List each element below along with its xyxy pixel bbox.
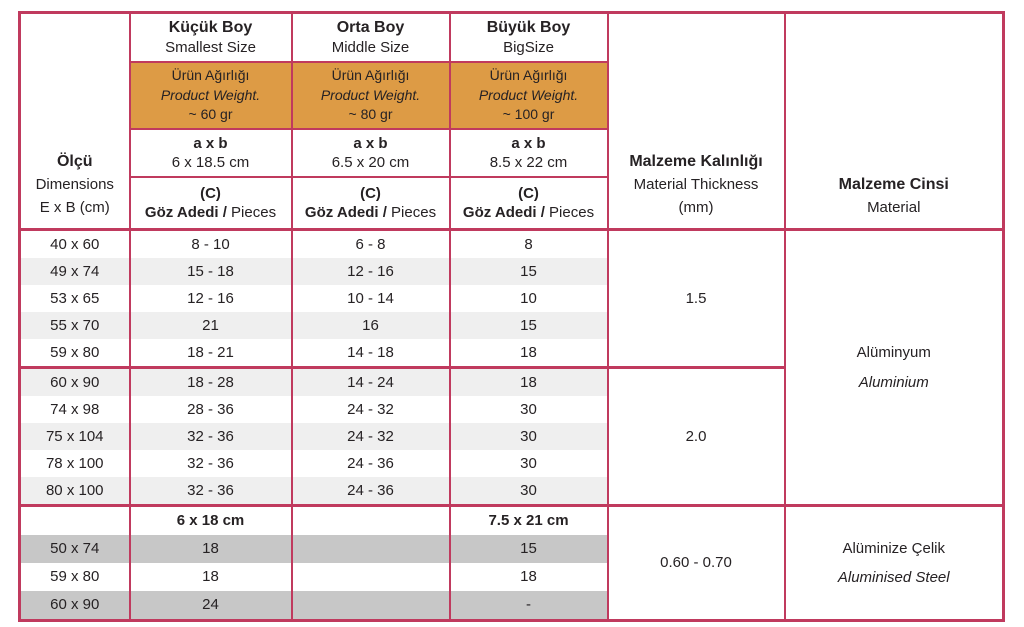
material-subtitle: Material xyxy=(867,198,921,216)
dim-cell: 59 x 80 xyxy=(20,563,130,591)
weight-cell-big xyxy=(450,62,608,129)
weight-label-en-big: Product Weight. xyxy=(478,86,579,103)
weight-value-big: ~ 100 gr xyxy=(502,106,555,123)
size-name-small: Küçük Boy xyxy=(168,18,253,36)
small-pieces-cell: 18 xyxy=(130,535,292,563)
axb-value-middle: 6.5 x 20 cm xyxy=(331,154,410,171)
size-name-en-big: BigSize xyxy=(503,39,554,57)
middle-size-subheader xyxy=(292,506,450,536)
size-name-en-middle: Middle Size xyxy=(331,39,410,57)
material-name-tr: Alüminyum xyxy=(856,344,931,362)
size-name-big: Büyük Boy xyxy=(486,18,571,36)
axb-cell-small xyxy=(130,129,292,177)
size-header-small xyxy=(130,13,292,63)
weight-label-middle: Ürün Ağırlığı xyxy=(331,67,410,84)
pieces-label-small: Göz Adedi / xyxy=(144,204,227,221)
middle-pieces-cell xyxy=(292,535,450,563)
dimensions-header-cell xyxy=(20,13,130,230)
axb-cell-big xyxy=(450,129,608,177)
dim-cell: 60 x 90 xyxy=(20,368,130,397)
small-pieces-cell: 8 - 10 xyxy=(130,230,292,259)
big-pieces-cell: 10 xyxy=(450,285,608,312)
weight-cell-middle xyxy=(292,62,450,129)
axb-label-small: a x b xyxy=(193,134,228,152)
big-pieces-cell: 15 xyxy=(450,312,608,339)
big-pieces-cell: 15 xyxy=(450,258,608,285)
weight-label-big: Ürün Ağırlığı xyxy=(489,67,568,84)
big-pieces-cell: 30 xyxy=(450,423,608,450)
axb-label-middle: a x b xyxy=(353,134,388,152)
header-row-sizes xyxy=(20,13,1004,63)
small-pieces-cell: 32 - 36 xyxy=(130,450,292,477)
dim-cell: 80 x 100 xyxy=(20,477,130,506)
pieces-label-middle: Göz Adedi / xyxy=(304,204,387,221)
pieces-label-en-big: Pieces xyxy=(544,204,595,221)
pieces-label-big: Göz Adedi / xyxy=(462,204,545,221)
small-pieces-cell: 32 - 36 xyxy=(130,477,292,506)
dimensions-unit: E x B (cm) xyxy=(39,198,110,216)
small-pieces-cell: 12 - 16 xyxy=(130,285,292,312)
weight-label-small: Ürün Ağırlığı xyxy=(171,67,250,84)
small-pieces-cell: 24 xyxy=(130,591,292,621)
middle-pieces-cell: 24 - 32 xyxy=(292,396,450,423)
pieces-cell-small xyxy=(130,177,292,230)
middle-pieces-cell: 10 - 14 xyxy=(292,285,450,312)
dim-cell: 75 x 104 xyxy=(20,423,130,450)
axb-cell-middle xyxy=(292,129,450,177)
middle-pieces-cell: 16 xyxy=(292,312,450,339)
big-pieces-cell: 8 xyxy=(450,230,608,259)
weight-value-middle: ~ 80 gr xyxy=(348,106,393,123)
size-header-middle xyxy=(292,13,450,63)
weight-value-small: ~ 60 gr xyxy=(188,106,233,123)
middle-pieces-cell xyxy=(292,591,450,621)
axb-value-small: 6 x 18.5 cm xyxy=(171,154,250,171)
c-label-middle: (C) xyxy=(360,184,381,202)
small-pieces-cell: 18 - 28 xyxy=(130,368,292,397)
table-row xyxy=(20,230,1004,259)
size-name-en-small: Smallest Size xyxy=(165,39,256,57)
dim-cell: 59 x 80 xyxy=(20,339,130,368)
thickness-value-cell: 2.0 xyxy=(608,368,785,506)
table-subheader-row xyxy=(20,506,1004,536)
dim-cell: 53 x 65 xyxy=(20,285,130,312)
thickness-value-cell: 0.60 - 0.70 xyxy=(608,506,785,621)
dim-cell: 40 x 60 xyxy=(20,230,130,259)
weight-cell-small xyxy=(130,62,292,129)
pieces-cell-big xyxy=(450,177,608,230)
c-label-big: (C) xyxy=(518,184,539,202)
middle-pieces-cell: 12 - 16 xyxy=(292,258,450,285)
material-value-cell xyxy=(785,230,1004,506)
dim-cell: 74 x 98 xyxy=(20,396,130,423)
big-size-subheader: 7.5 x 21 cm xyxy=(450,506,608,536)
big-pieces-cell: 18 xyxy=(450,368,608,397)
big-pieces-cell: 30 xyxy=(450,450,608,477)
material-name-tr: Alüminize Çelik xyxy=(842,539,946,557)
small-pieces-cell: 18 xyxy=(130,563,292,591)
small-pieces-cell: 18 - 21 xyxy=(130,339,292,368)
dimensions-subtitle: Dimensions xyxy=(35,176,114,193)
big-pieces-cell: 30 xyxy=(450,396,608,423)
middle-pieces-cell: 24 - 36 xyxy=(292,450,450,477)
big-pieces-cell: 30 xyxy=(450,477,608,506)
material-name-en: Aluminium xyxy=(858,373,929,391)
weight-label-en-small: Product Weight. xyxy=(160,86,261,103)
material-title: Malzeme Cinsi xyxy=(838,175,949,193)
middle-pieces-cell: 24 - 36 xyxy=(292,477,450,506)
thickness-title: Malzeme Kalınlığı xyxy=(629,153,763,170)
thickness-unit: (mm) xyxy=(678,198,714,216)
middle-pieces-cell: 6 - 8 xyxy=(292,230,450,259)
middle-pieces-cell: 24 - 32 xyxy=(292,423,450,450)
thickness-header-cell xyxy=(608,13,785,230)
small-pieces-cell: 15 - 18 xyxy=(130,258,292,285)
big-pieces-cell: - xyxy=(450,591,608,621)
big-pieces-cell: 18 xyxy=(450,563,608,591)
c-label-small: (C) xyxy=(200,184,221,202)
axb-value-big: 8.5 x 22 cm xyxy=(489,154,568,171)
small-pieces-cell: 28 - 36 xyxy=(130,396,292,423)
axb-label-big: a x b xyxy=(511,134,546,152)
thickness-subtitle: Material Thickness xyxy=(633,176,759,193)
dim-cell: 55 x 70 xyxy=(20,312,130,339)
thickness-value-cell: 1.5 xyxy=(608,230,785,368)
material-name-en: Aluminised Steel xyxy=(837,569,950,586)
middle-pieces-cell: 14 - 24 xyxy=(292,368,450,397)
big-pieces-cell: 18 xyxy=(450,339,608,368)
material-value-cell xyxy=(785,506,1004,621)
pieces-label-en-small: Pieces xyxy=(226,204,277,221)
dim-cell: 49 x 74 xyxy=(20,258,130,285)
dim-cell: 50 x 74 xyxy=(20,535,130,563)
middle-pieces-cell xyxy=(292,563,450,591)
dim-cell: 78 x 100 xyxy=(20,450,130,477)
size-header-big xyxy=(450,13,608,63)
small-pieces-cell: 32 - 36 xyxy=(130,423,292,450)
small-size-subheader: 6 x 18 cm xyxy=(130,506,292,536)
weight-label-en-middle: Product Weight. xyxy=(320,86,421,103)
pieces-label-en-middle: Pieces xyxy=(386,204,437,221)
big-pieces-cell: 15 xyxy=(450,535,608,563)
middle-pieces-cell: 14 - 18 xyxy=(292,339,450,368)
dim-cell: 60 x 90 xyxy=(20,591,130,621)
material-header-cell xyxy=(785,13,1004,230)
dim-cell xyxy=(20,506,130,536)
product-spec-table xyxy=(18,11,1005,622)
spec-table-wrapper xyxy=(18,11,1005,622)
small-pieces-cell: 21 xyxy=(130,312,292,339)
size-name-middle: Orta Boy xyxy=(336,18,405,36)
pieces-cell-middle xyxy=(292,177,450,230)
dimensions-title: Ölçü xyxy=(56,153,93,170)
